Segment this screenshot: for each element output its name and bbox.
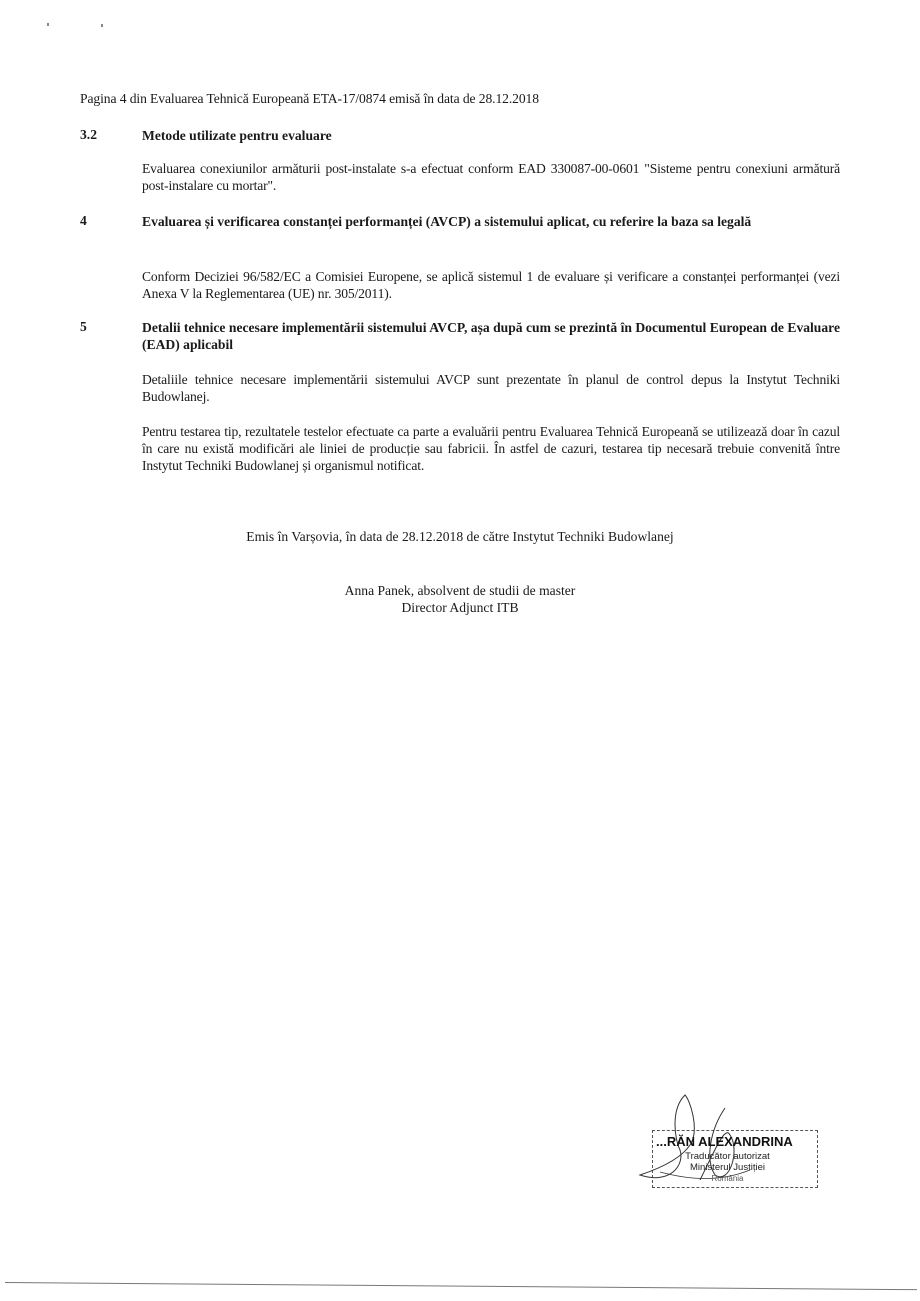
signatory-name: Anna Panek, absolvent de studii de master	[344, 583, 576, 598]
stamp-line-1: Traducător autorizat	[685, 1151, 770, 1162]
section-paragraph: Evaluarea conexiunilor armăturii post-instalate s-a efectuat conform EAD 330087-00-0601 "Sisteme pentru conexiuni armătură post-instalare cu mortar".	[142, 161, 840, 193]
section-number: 5	[80, 319, 87, 334]
translator-stamp	[630, 1090, 825, 1190]
page-header: Pagina 4 din Evaluarea Tehnică Europeană ETA-17/0874 emisă în data de 28.12.2018	[80, 91, 539, 106]
scan-speck	[101, 24, 103, 27]
scan-speck	[47, 23, 49, 26]
scan-edge-line	[5, 1282, 917, 1290]
section-number: 4	[80, 213, 87, 228]
stamp-name: ...RĂN ALEXANDRINA	[656, 1134, 793, 1149]
section-paragraph: Conform Deciziei 96/582/EC a Comisiei Europene, se aplică sistemul 1 de evaluare și verificare a constanței performanței (vezi Anexa V la Reglementarea (UE) nr. 305/2011).	[142, 269, 840, 301]
section-paragraph: Pentru testarea tip, rezultatele testelor efectuate ca parte a evaluării pentru Evaluarea Tehnică Europeană se utilizează doar în cazul în care nu există modificări ale liniei de producție sau fabricii. În astfel de cazuri, testarea tip necesară trebuie convenită între Instytut Techniki Budowlanej și organismul notificat.	[142, 424, 840, 473]
section-title: Detalii tehnice necesare implementării sistemului AVCP, așa după cum se prezintă în Documentul European de Evaluare (EAD) aplicabil	[142, 320, 840, 352]
section-title: Metode utilizate pentru evaluare	[142, 128, 332, 143]
stamp-line-2: Ministerul Justiției	[690, 1162, 765, 1173]
section-paragraph: Detaliile tehnice necesare implementării sistemului AVCP sunt prezentate în planul de control depus la Instytut Techniki Budowlanej.	[142, 372, 840, 404]
stamp-line-3: România	[711, 1174, 744, 1183]
section-title: Evaluarea și verificarea constanței performanței (AVCP) a sistemului aplicat, cu referire la baza sa legală	[142, 214, 752, 229]
signatory-role: Director Adjunct ITB	[401, 600, 519, 615]
section-number: 3.2	[80, 127, 97, 142]
issued-statement: Emis în Varșovia, în data de 28.12.2018 de către Instytut Techniki Budowlanej	[246, 529, 674, 544]
